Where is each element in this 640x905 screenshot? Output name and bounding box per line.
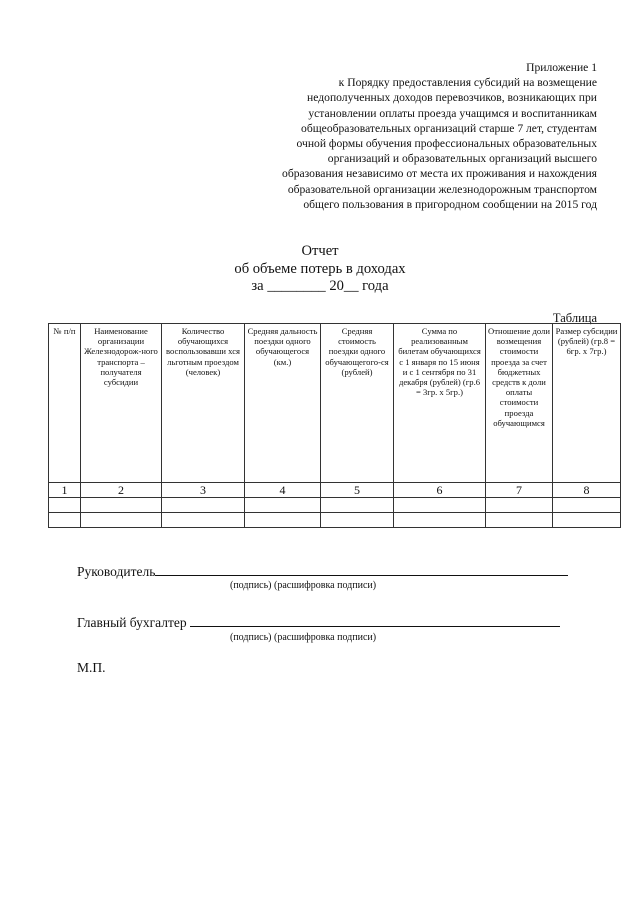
appendix-line: Приложение 1: [526, 61, 597, 74]
table-cell[interactable]: [162, 513, 245, 528]
appendix-line: образования независимо от места их проживания и нахождения: [282, 167, 597, 181]
column-number: 7: [486, 483, 553, 498]
table-row: [49, 498, 621, 513]
appendix-line: очной формы обучения профессиональных образовательных: [296, 137, 597, 151]
appendix-line: недополученных доходов перевозчиков, возникающих при: [307, 91, 597, 105]
accountant-signature-field[interactable]: [190, 614, 560, 627]
table-cell[interactable]: [553, 513, 621, 528]
table-cell[interactable]: [162, 498, 245, 513]
table-cell[interactable]: [81, 513, 162, 528]
table-cell[interactable]: [486, 513, 553, 528]
table-cell[interactable]: [245, 513, 321, 528]
header-cell-subsidy-size: Размер субсидии (рублей) (гр.8 = 6гр. х 7гр.): [553, 324, 621, 483]
title-line-3: за ________ 20__ года: [251, 278, 389, 294]
table-cell[interactable]: [553, 498, 621, 513]
header-cell-share-ratio: Отношение доли возмещения стоимости проезда за счет бюджетных средств к доли оплаты стоимости проезда обучающимся: [486, 324, 553, 483]
table-cell[interactable]: [49, 513, 81, 528]
head-signature-line: [77, 563, 568, 580]
appendix-line: общего пользования в пригородном сообщении на 2015 год: [303, 197, 597, 211]
accountant-signature-line: [77, 614, 560, 631]
header-cell-avg-distance: Средняя дальность поездки одного обучающегося (км.): [245, 324, 321, 483]
head-signature-label: Руководитель: [77, 564, 156, 579]
stamp-placeholder: М.П.: [77, 660, 106, 675]
table-header-row: [49, 324, 621, 483]
appendix-header: [177, 60, 597, 212]
appendix-line: к Порядку предоставления субсидий на возмещение: [338, 76, 597, 90]
column-number: 8: [553, 483, 621, 498]
column-number: 6: [394, 483, 486, 498]
table-row: [49, 513, 621, 528]
appendix-line: образовательной организации железнодорожным транспортом: [287, 182, 597, 196]
table-cell[interactable]: [394, 513, 486, 528]
table-cell[interactable]: [321, 498, 394, 513]
column-number: 2: [81, 483, 162, 498]
accountant-signature-label: Главный бухгалтер: [77, 615, 187, 630]
column-number-row: [49, 483, 621, 498]
head-signature-field[interactable]: [155, 563, 568, 576]
head-signature-hint: (подпись) (расшифровка подписи): [230, 580, 377, 591]
accountant-signature-hint: (подпись) (расшифровка подписи): [230, 632, 377, 643]
appendix-line: организаций и образовательных организаций высшего: [327, 152, 597, 166]
header-cell-avg-cost: Средняя стоимость поездки одного обучающегого-ся (рублей): [321, 324, 394, 483]
column-number: 5: [321, 483, 394, 498]
column-number: 3: [162, 483, 245, 498]
column-number: 1: [49, 483, 81, 498]
header-cell-organization: Наименование организации Железнодорож-ного транспорта – получателя субсидии: [81, 324, 162, 483]
report-table: [48, 323, 621, 528]
table-cell[interactable]: [321, 513, 394, 528]
header-cell-students-count: Количество обучающихся воспользовавши хся льготным проездом (человек): [162, 324, 245, 483]
table-cell[interactable]: [486, 498, 553, 513]
appendix-line: общеобразовательных организаций старше 7 лет, студентам: [301, 121, 597, 135]
report-title: [0, 243, 640, 296]
title-line-1: Отчет: [301, 243, 339, 259]
table-cell[interactable]: [81, 498, 162, 513]
header-cell-ticket-sum: Сумма по реализованным билетам обучающихся с 1 января по 15 июня и с 1 сентября по 31 декабря (рублей) (гр.6 = 3гр. х 5гр.): [394, 324, 486, 483]
table-cell[interactable]: [49, 498, 81, 513]
appendix-line: установлении оплаты проезда учащимся и воспитанникам: [308, 106, 597, 120]
column-number: 4: [245, 483, 321, 498]
table-cell[interactable]: [245, 498, 321, 513]
table-cell[interactable]: [394, 498, 486, 513]
header-cell-number: № п/п: [49, 324, 81, 483]
title-line-2: об объеме потерь в доходах: [234, 260, 406, 277]
table-caption: Таблица: [552, 311, 597, 325]
